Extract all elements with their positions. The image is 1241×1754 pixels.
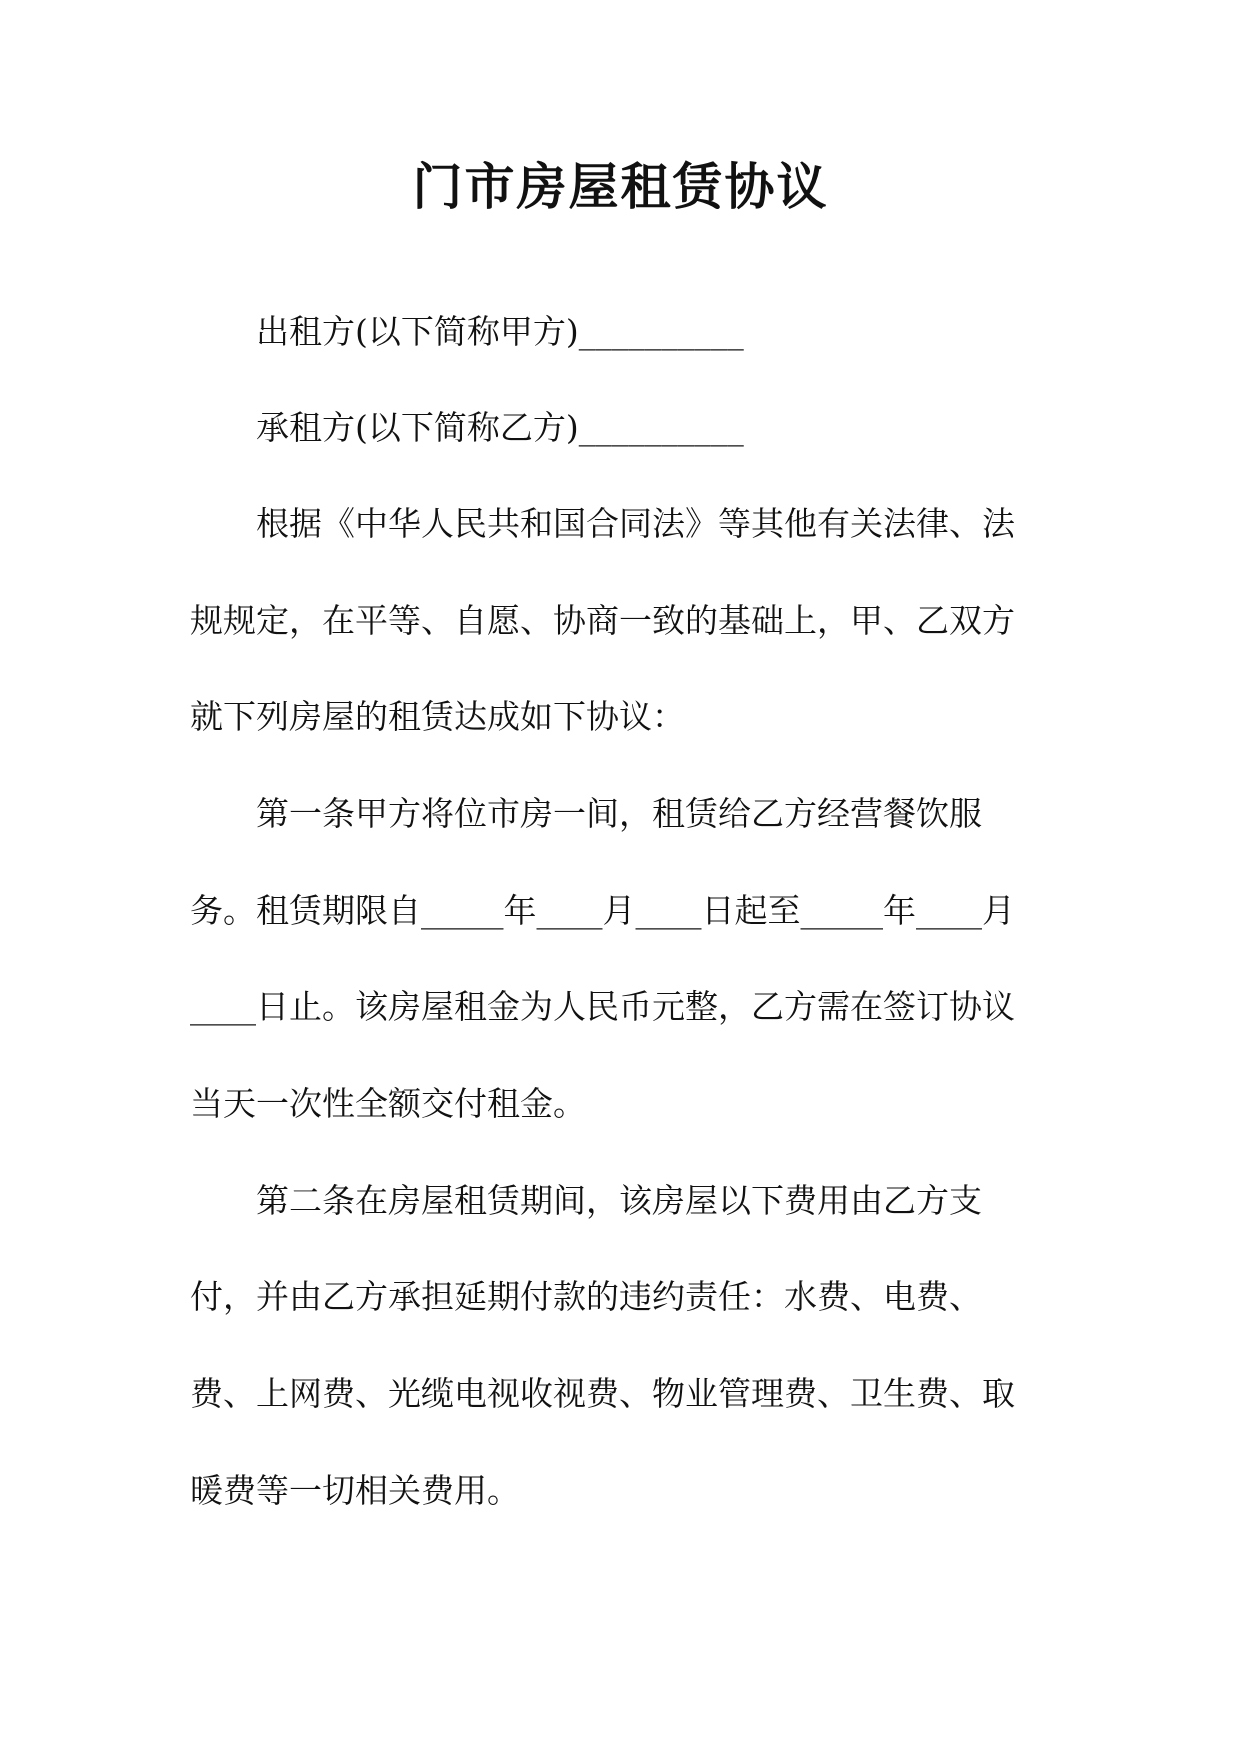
article-2-line-4: 暖费等一切相关费用。 — [190, 1471, 520, 1510]
article-2-line-1: 第二条在房屋租赁期间，该房屋以下费用由乙方支 — [256, 1181, 982, 1220]
preamble-line-3: 就下列房屋的租赁达成如下协议： — [190, 697, 685, 736]
article-1-line-1: 第一条甲方将位市房一间，租赁给乙方经营餐饮服 — [256, 794, 982, 833]
preamble-line-2: 规规定，在平等、自愿、协商一致的基础上，甲、乙双方 — [190, 601, 1015, 640]
article-1-line-2: 务。租赁期限自_____年____月____日起至_____年____月 — [190, 891, 1015, 930]
preamble-line-1: 根据《中华人民共和国合同法》等其他有关法律、法 — [256, 504, 1015, 543]
document-title: 门市房屋租赁协议 — [412, 157, 829, 216]
lessor-line: 出租方(以下简称甲方)__________ — [256, 312, 744, 351]
article-1-line-4: 当天一次性全额交付租金。 — [190, 1084, 586, 1123]
lessee-line: 承租方(以下简称乙方)__________ — [256, 408, 744, 447]
article-2-line-3: 费、上网费、光缆电视收视费、物业管理费、卫生费、取 — [190, 1374, 1015, 1413]
article-2-line-2: 付，并由乙方承担延期付款的违约责任：水费、电费、 — [190, 1277, 982, 1316]
article-1-line-3: ____日止。该房屋租金为人民币元整，乙方需在签订协议 — [190, 987, 1015, 1026]
